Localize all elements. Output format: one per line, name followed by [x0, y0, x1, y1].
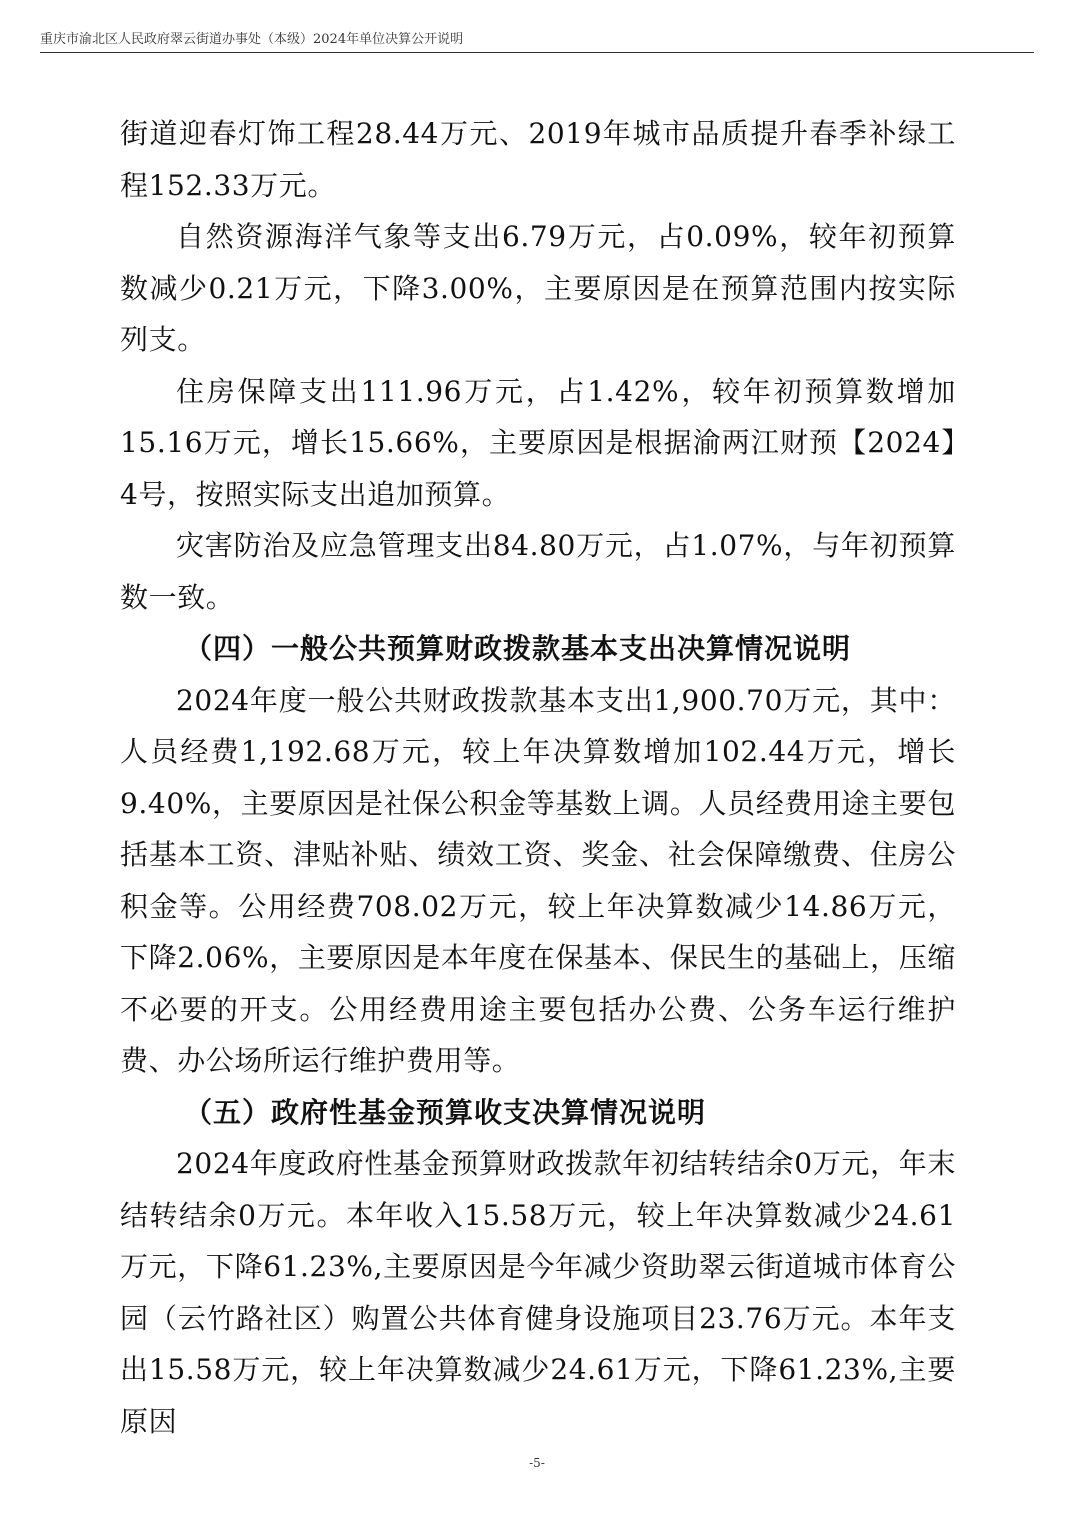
paragraph-disaster-prevention: 灾害防治及应急管理支出84.80万元，占1.07%，与年初预算数一致。 [120, 529, 956, 614]
section-heading-4: （四）一般公共预算财政拨款基本支出决算情况说明 [184, 632, 852, 665]
page-number: -5- [529, 1456, 545, 1470]
paragraph-natural-resources: 自然资源海洋气象等支出6.79万元，占0.09%，较年初预算数减少0.21万元，下降3.00%，主要原因是在预算范围内按实际列支。 [120, 220, 956, 356]
document-body [120, 108, 956, 1447]
paragraph-housing: 住房保障支出111.96万元，占1.42%，较年初预算数增加15.16万元，增长15.66%，主要原因是根据渝两江财预【2024】4号，按照实际支出追加预算。 [120, 374, 956, 511]
paragraph-continuation: 街道迎春灯饰工程28.44万元、2019年城市品质提升春季补绿工程152.33万元。 [120, 117, 956, 202]
page-header: 重庆市渝北区人民政府翠云街道办事处（本级）2024年单位决算公开说明 [40, 32, 464, 47]
paragraph-basic-expenditure: 2024年度一般公共财政拨款基本支出1,900.70万元，其中：人员经费1,192.68万元，较上年决算数增加102.44万元，增长9.40%，主要原因是社保公积金等基数上调。人员经费用途主要包括基本工资、津贴补贴、绩效工资、奖金、社会保障缴费、住房公积金等。公用经费708.02万元，较上年决算数减少14.86万元，下降2.06%，主要原因是本年度在保基本、保民生的基础上，压缩不必要的开支。公用经费用途主要包括办公费、公务车运行维护费、办公场所运行维护费用等。 [120, 683, 956, 1077]
section-heading-5: （五）政府性基金预算收支决算情况说明 [184, 1095, 707, 1129]
header-divider [40, 52, 1034, 53]
paragraph-government-fund: 2024年度政府性基金预算财政拨款年初结转结余0万元，年末结转结余0万元。本年收入15.58万元，较上年决算数减少24.61万元，下降61.23%,主要原因是今年减少资助翠云街道城市体育公园（云竹路社区）购置公共体育健身设施项目23.76万元。本年支出15.58万元，较上年决算数减少24.61万元，下降61.23%,主要原因 [120, 1147, 956, 1438]
